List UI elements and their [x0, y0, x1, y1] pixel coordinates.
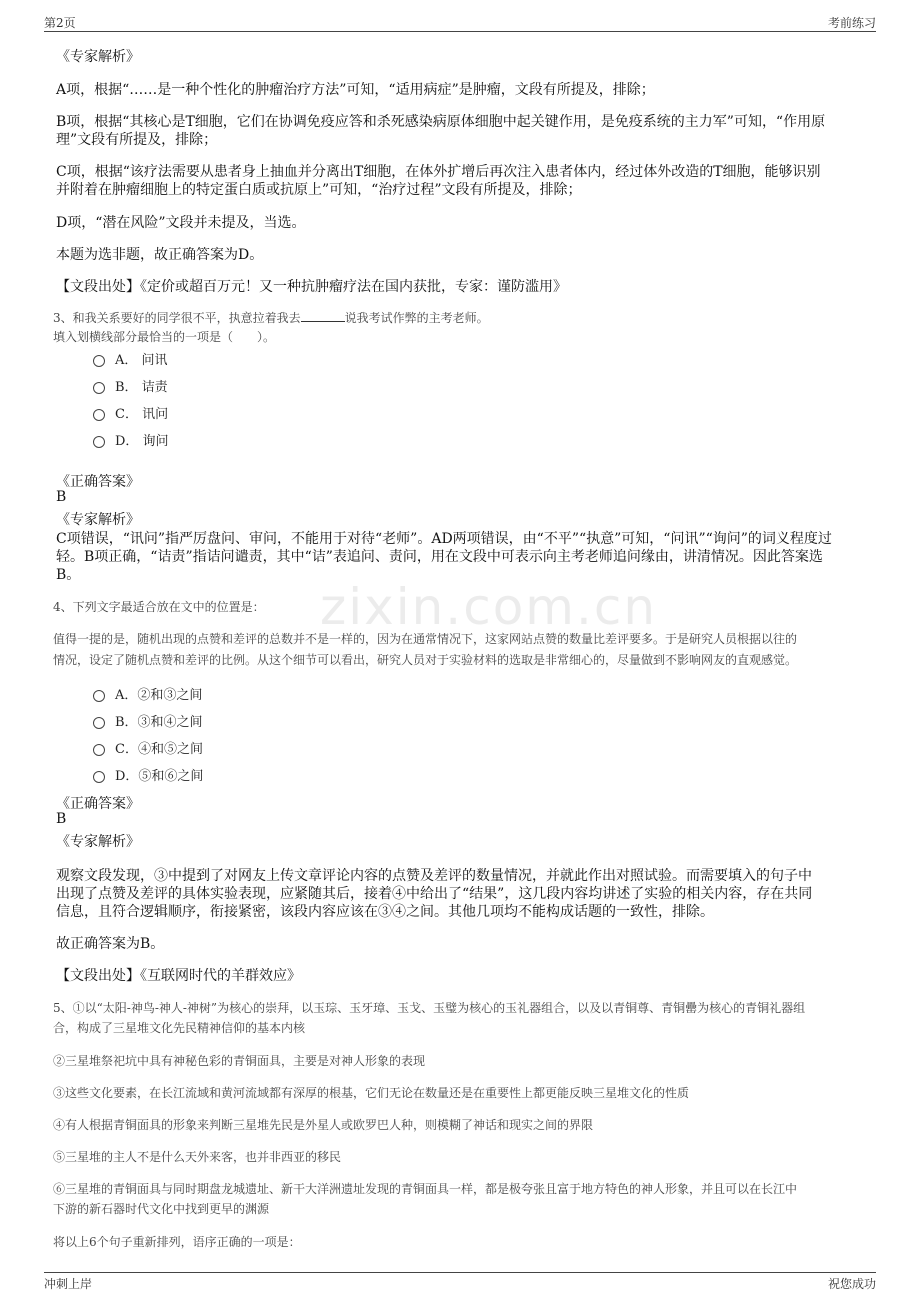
q3-stem-start: 3、和我关系要好的同学很不平，执意拉着我去 — [53, 311, 301, 325]
option-label: C．④和⑤之间 — [115, 742, 203, 757]
q3-answer-title: 《正确答案》 — [56, 474, 140, 490]
option-label: D． 询问 — [115, 434, 169, 449]
q3-analysis-line3: B。 — [56, 567, 81, 583]
q4-analysis-line1: 观察文段发现，③中提到了对网友上传文章评论内容的点赞及差评的数量情况，并就此作出对照试验。而需要填入的句子中 — [56, 868, 812, 884]
footer-left-label: 冲刺上岸 — [44, 1277, 93, 1291]
q4-text-line2: 情况，设定了随机点赞和差评的比例。从这个细节可以看出，研究人员对于实验材料的选取是非常细心的，尽量做到不影响网友的直观感觉。 — [53, 653, 798, 667]
q3-stem — [53, 309, 489, 326]
q4-analysis-line2: 出现了点赞及差评的具体实验表现，应紧随其后，接着④中给出了“结果”，这几段内容均讲述了实验的相关内容，存在共同 — [56, 886, 813, 902]
page-footer — [44, 1272, 876, 1293]
option-label: B．③和④之间 — [115, 715, 203, 730]
q4-analysis-line3: 信息，且符合逻辑顺序，衔接紧密，该段内容应该在③④之间。其他几项均不能构成话题的一致性，排除。 — [56, 904, 714, 920]
radio-icon[interactable] — [93, 436, 105, 448]
q2-para-a: A项，根据“……是一种个性化的肿瘤治疗方法”可知，“适用病症”是肿瘤，文段有所提及，排除； — [56, 82, 655, 98]
q3-analysis-line1: C项错误，“讯问”指严厉盘问、审问，不能用于对待“老师”。AD两项错误，由“不平”“执意”可知，“问讯”“询问”的词义程度过 — [56, 531, 832, 547]
radio-icon[interactable] — [93, 690, 105, 702]
q5-sentence-3: ③这些文化要素，在长江流域和黄河流域都有深厚的根基，它们无论在数量还是在重要性上都更能反映三星堆文化的性质 — [53, 1086, 690, 1100]
radio-icon[interactable] — [93, 771, 105, 783]
q3-analysis-title: 《专家解析》 — [56, 512, 140, 528]
q4-option-b[interactable] — [93, 711, 203, 730]
q4-option-a[interactable] — [93, 684, 202, 703]
q3-option-c[interactable] — [93, 403, 168, 422]
q5-sentence-5: ⑤三星堆的主人不是什么天外来客，也并非西亚的移民 — [53, 1150, 342, 1164]
q5-sentence-6-line1: ⑥三星堆的青铜面具与同时期盘龙城遗址、新干大洋洲遗址发现的青铜面具一样，都是极夸张且富于地方特色的神人形象，并且可以在长江中 — [53, 1182, 798, 1196]
q3-blank — [301, 310, 345, 322]
q5-sentence-4: ④有人根据青铜面具的形象来判断三星堆先民是外星人或欧罗巴人种，则模糊了神话和现实之间的界限 — [53, 1118, 594, 1132]
q5-question: 将以上6个句子重新排列，语序正确的一项是： — [53, 1235, 301, 1249]
q2-para-b-line2: 理”文段有所提及，排除； — [56, 132, 218, 148]
q4-answer: B — [56, 811, 67, 827]
option-label: A．②和③之间 — [115, 688, 203, 703]
q3-option-b[interactable] — [93, 376, 168, 395]
q4-analysis-title: 《专家解析》 — [56, 834, 140, 850]
q3-instruction: 填入划横线部分最恰当的一项是（ ）。 — [53, 330, 276, 344]
radio-icon[interactable] — [93, 382, 105, 394]
footer-right-label: 祝您成功 — [827, 1277, 876, 1291]
q4-answer-title: 《正确答案》 — [56, 796, 140, 812]
option-label: A． 问讯 — [115, 353, 168, 368]
q5-sentence-1-line2: 合，构成了三星堆文化先民精神信仰的基本内核 — [53, 1021, 306, 1035]
q2-para-d: D项，“潜在风险”文段并未提及，当选。 — [56, 215, 306, 231]
q2-conclusion: 本题为选非题，故正确答案为D。 — [56, 247, 264, 263]
page-header — [44, 14, 876, 32]
q4-source: 【文段出处】《互联网时代的羊群效应》 — [56, 968, 301, 984]
option-label: B． 诘责 — [115, 380, 168, 395]
q3-analysis-line2: 轻。B项正确，“诘责”指诘问谴责，其中“诘”表追问、责问，用在文段中可表示向主考老师追问缘由，讲清情况。因此答案选 — [56, 549, 823, 565]
q5-sentence-1-line1: 5、①以“太阳-神鸟-神人-神树”为核心的崇拜，以玉琮、玉牙璋、玉戈、玉璧为核心的玉礼器组合，以及以青铜尊、青铜罍为核心的青铜礼器组 — [53, 1001, 806, 1015]
q2-para-b-line1: B项，根据“其核心是T细胞，它们在协调免疫应答和杀死感染病原体细胞中起关键作用，是免疫系统的主力军”可知，“作用原 — [56, 114, 826, 130]
q4-option-d[interactable] — [93, 765, 203, 784]
option-label: C． 讯问 — [115, 407, 169, 422]
q3-stem-end: 说我考试作弊的主考老师。 — [344, 311, 489, 325]
watermark: zixin.com.cn — [320, 578, 658, 636]
q3-answer: B — [56, 489, 67, 505]
q3-option-a[interactable] — [93, 349, 168, 368]
q3-option-d[interactable] — [93, 430, 169, 449]
q5-sentence-2: ②三星堆祭祀坑中具有神秘色彩的青铜面具，主要是对神人形象的表现 — [53, 1054, 426, 1068]
radio-icon[interactable] — [93, 409, 105, 421]
radio-icon[interactable] — [93, 717, 105, 729]
header-label: 考前练习 — [827, 16, 876, 30]
q2-para-c-line1: C项，根据“该疗法需要从患者身上抽血并分离出T细胞，在体外扩增后再次注入患者体内，经过体外改造的T细胞，能够识别 — [56, 164, 821, 180]
q5-sentence-6-line2: 下游的新石器时代文化中找到更早的渊源 — [53, 1202, 270, 1216]
q2-analysis-title: 《专家解析》 — [56, 49, 140, 65]
q2-source: 【文段出处】《定价或超百万元！又一种抗肿瘤疗法在国内获批，专家：谨防滥用》 — [56, 279, 567, 295]
q4-text-line1: 值得一提的是，随机出现的点赞和差评的总数并不是一样的，因为在通常情况下，这家网站点赞的数量比差评要多。于是研究人员根据以往的 — [53, 632, 798, 646]
page-number: 第2页 — [44, 16, 76, 30]
q4-conclusion: 故正确答案为B。 — [56, 936, 165, 952]
q2-para-c-line2: 并附着在肿瘤细胞上的特定蛋白质或抗原上”可知，“治疗过程”文段有所提及，排除； — [56, 182, 582, 198]
q4-option-c[interactable] — [93, 738, 203, 757]
q4-stem: 4、下列文字最适合放在文中的位置是： — [53, 600, 265, 614]
radio-icon[interactable] — [93, 744, 105, 756]
option-label: D．⑤和⑥之间 — [115, 769, 204, 784]
radio-icon[interactable] — [93, 355, 105, 367]
